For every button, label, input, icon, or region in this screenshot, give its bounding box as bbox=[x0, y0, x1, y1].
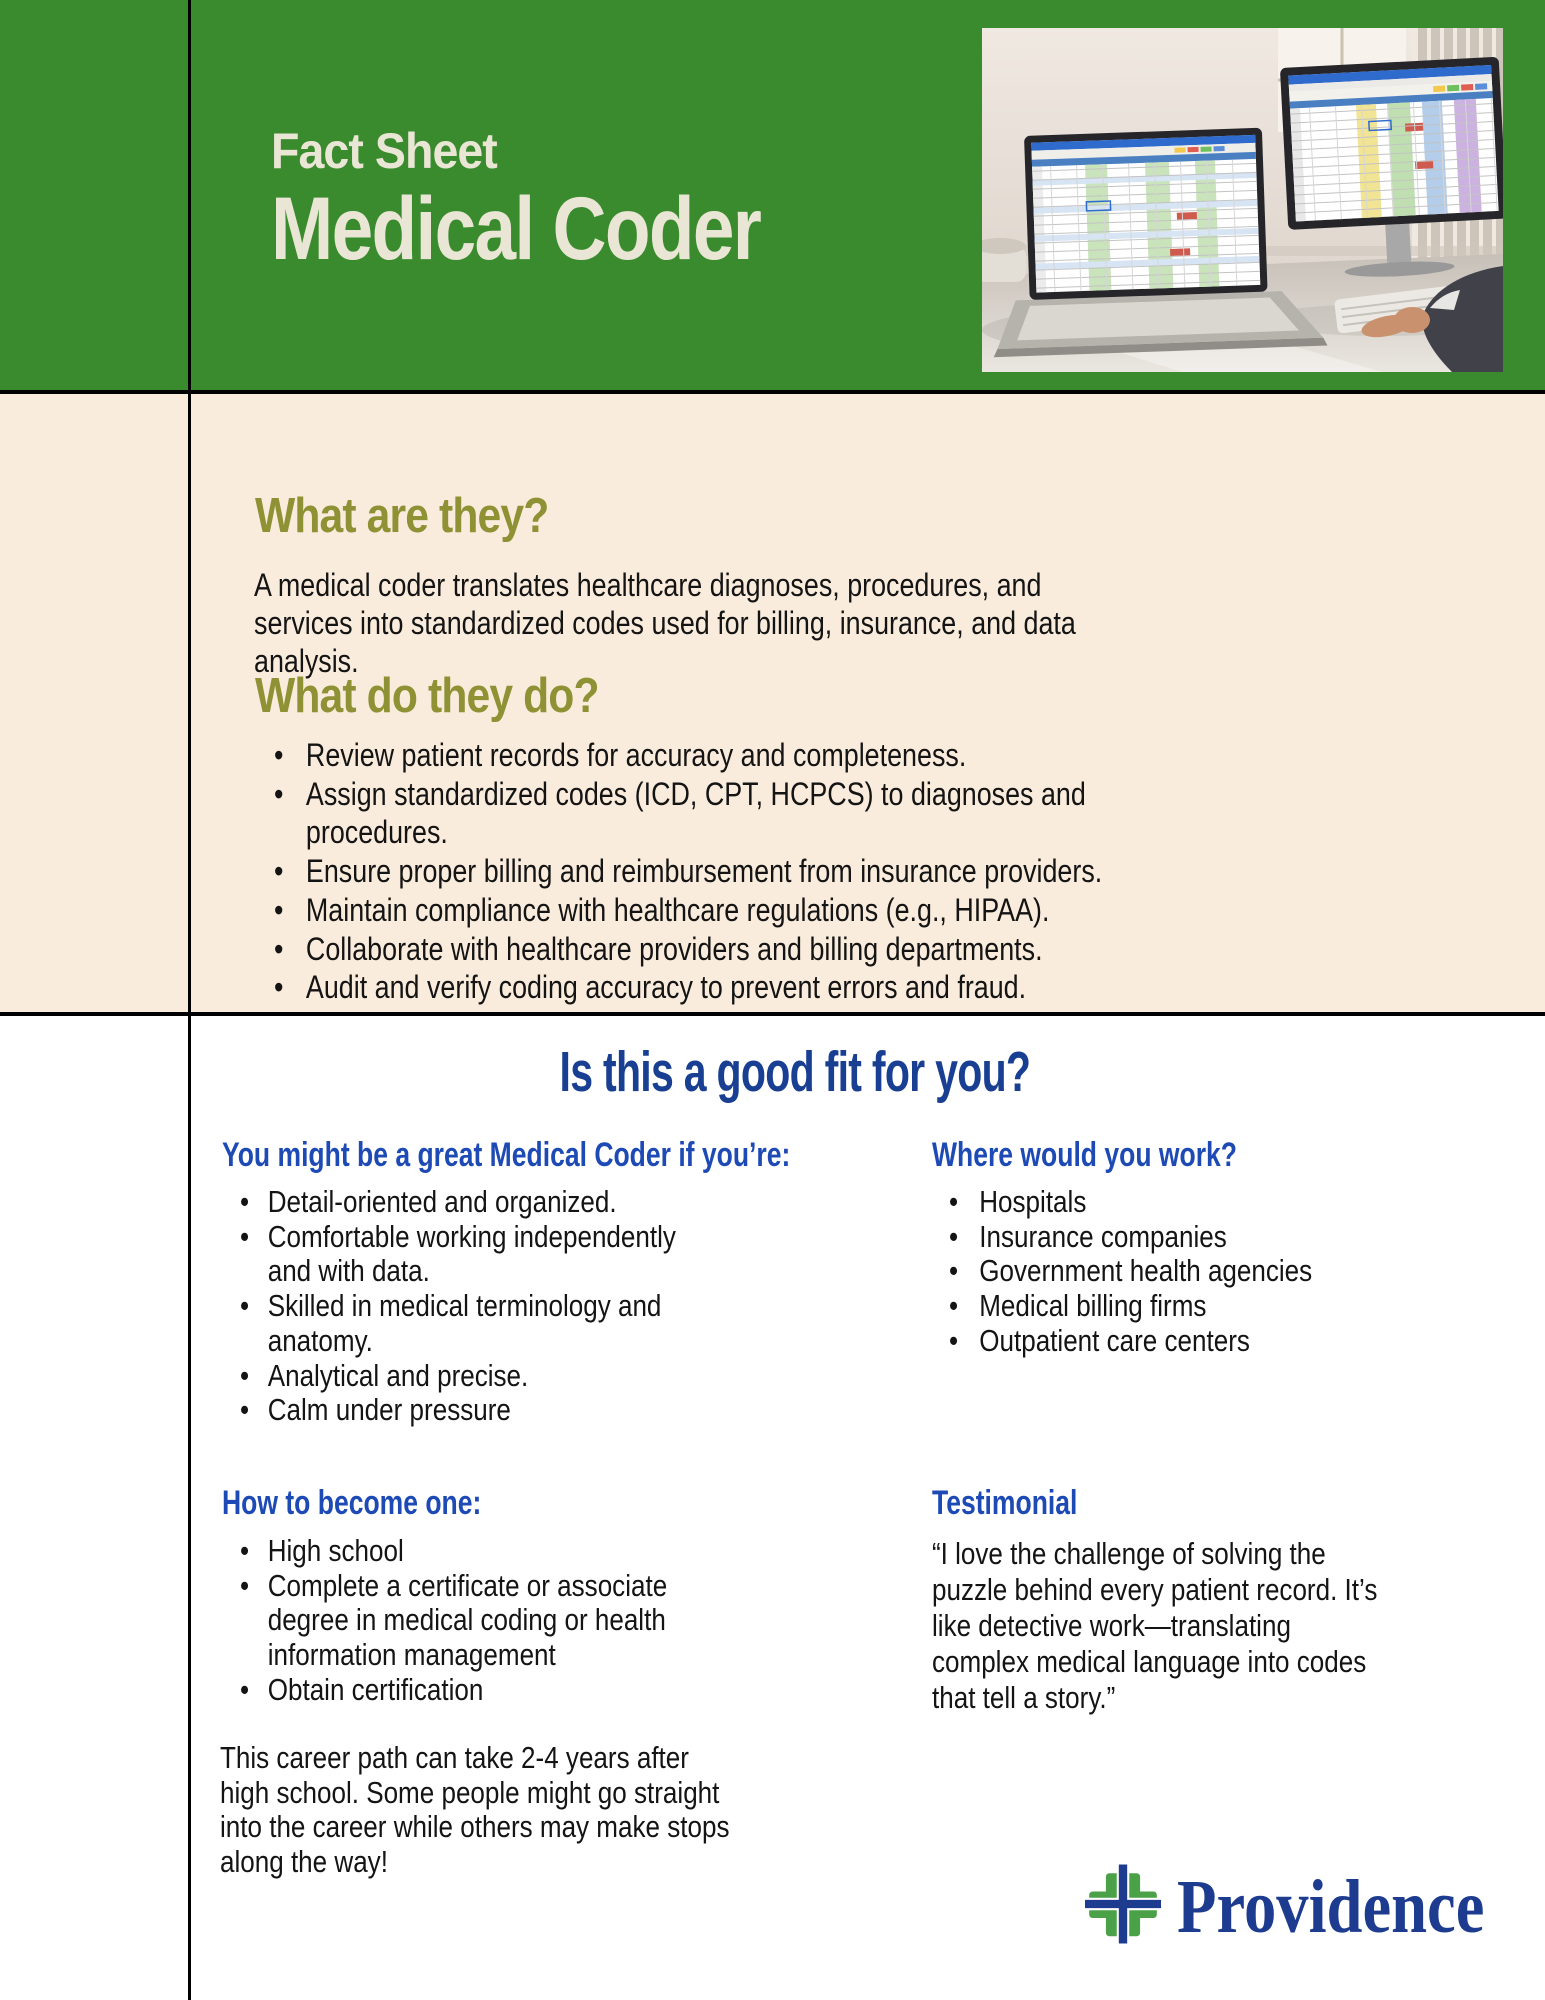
duty-item: • Review patient records for accuracy and completeness. bbox=[274, 736, 1102, 775]
how-become-heading: How to become one: bbox=[222, 1484, 482, 1522]
testimonial-quote: “I love the challenge of solving the puzzle behind every patient record. It’s like detective work—translating complex medical language into codes that tell a story.” bbox=[932, 1536, 1378, 1715]
trait-item: • Calm under pressure bbox=[240, 1393, 676, 1428]
duties-list bbox=[274, 736, 1102, 1007]
trait-item: • Detail-oriented and organized. bbox=[240, 1185, 676, 1220]
step-item: • Obtain certification bbox=[240, 1673, 667, 1708]
photo-jar bbox=[982, 238, 1026, 282]
how-become-list bbox=[240, 1534, 667, 1708]
fact-sheet-label: Fact Sheet bbox=[271, 123, 497, 179]
workplace-item: • Medical billing firms bbox=[949, 1289, 1312, 1324]
trait-item: • Comfortable working independently and with data. bbox=[240, 1220, 676, 1289]
step-item: • High school bbox=[240, 1534, 667, 1569]
great-if-list bbox=[240, 1185, 676, 1428]
what-are-they-body: A medical coder translates healthcare diagnoses, procedures, and services into standardized codes used for billing, insurance, and data analysis. bbox=[254, 567, 1076, 679]
closing-paragraph: This career path can take 2-4 years after high school. Some people might go straight into the career while others may make stops along the way! bbox=[220, 1740, 730, 1880]
where-work-list bbox=[949, 1185, 1312, 1359]
duty-item: • Ensure proper billing and reimbursement from insurance providers. bbox=[274, 852, 1102, 891]
testimonial-heading: Testimonial bbox=[932, 1484, 1078, 1522]
where-work-heading: Where would you work? bbox=[932, 1136, 1238, 1174]
duty-item: • Assign standardized codes (ICD, CPT, HCPCS) to diagnoses and procedures. bbox=[274, 775, 1102, 852]
divider-top bbox=[0, 390, 1545, 394]
duty-item: • Audit and verify coding accuracy to prevent errors and fraud. bbox=[274, 968, 1102, 1007]
providence-cross-icon bbox=[1085, 1864, 1161, 1949]
what-are-they-heading: What are they? bbox=[255, 489, 549, 543]
workplace-item: • Outpatient care centers bbox=[949, 1324, 1312, 1359]
duty-item: • Maintain compliance with healthcare regulations (e.g., HIPAA). bbox=[274, 891, 1102, 930]
header-photo bbox=[982, 28, 1503, 372]
duty-item: • Collaborate with healthcare providers and billing departments. bbox=[274, 930, 1102, 969]
page-title: Medical Coder bbox=[271, 178, 761, 278]
step-item: • Complete a certificate or associate degree in medical coding or health information management bbox=[240, 1569, 667, 1673]
vertical-divider bbox=[188, 0, 191, 2000]
great-if-heading: You might be a great Medical Coder if you’re: bbox=[222, 1136, 791, 1174]
workplace-item: • Government health agencies bbox=[949, 1254, 1312, 1289]
providence-wordmark: Providence bbox=[1177, 1864, 1485, 1949]
fit-heading: Is this a good fit for you? bbox=[559, 1040, 1030, 1104]
trait-item: • Analytical and precise. bbox=[240, 1359, 676, 1394]
workplace-item: • Insurance companies bbox=[949, 1220, 1312, 1255]
workplace-item: • Hospitals bbox=[949, 1185, 1312, 1220]
providence-logo bbox=[1085, 1864, 1539, 1949]
divider-bottom bbox=[0, 1012, 1545, 1016]
trait-item: • Skilled in medical terminology and anatomy. bbox=[240, 1289, 676, 1358]
what-do-they-do-heading: What do they do? bbox=[255, 669, 599, 723]
